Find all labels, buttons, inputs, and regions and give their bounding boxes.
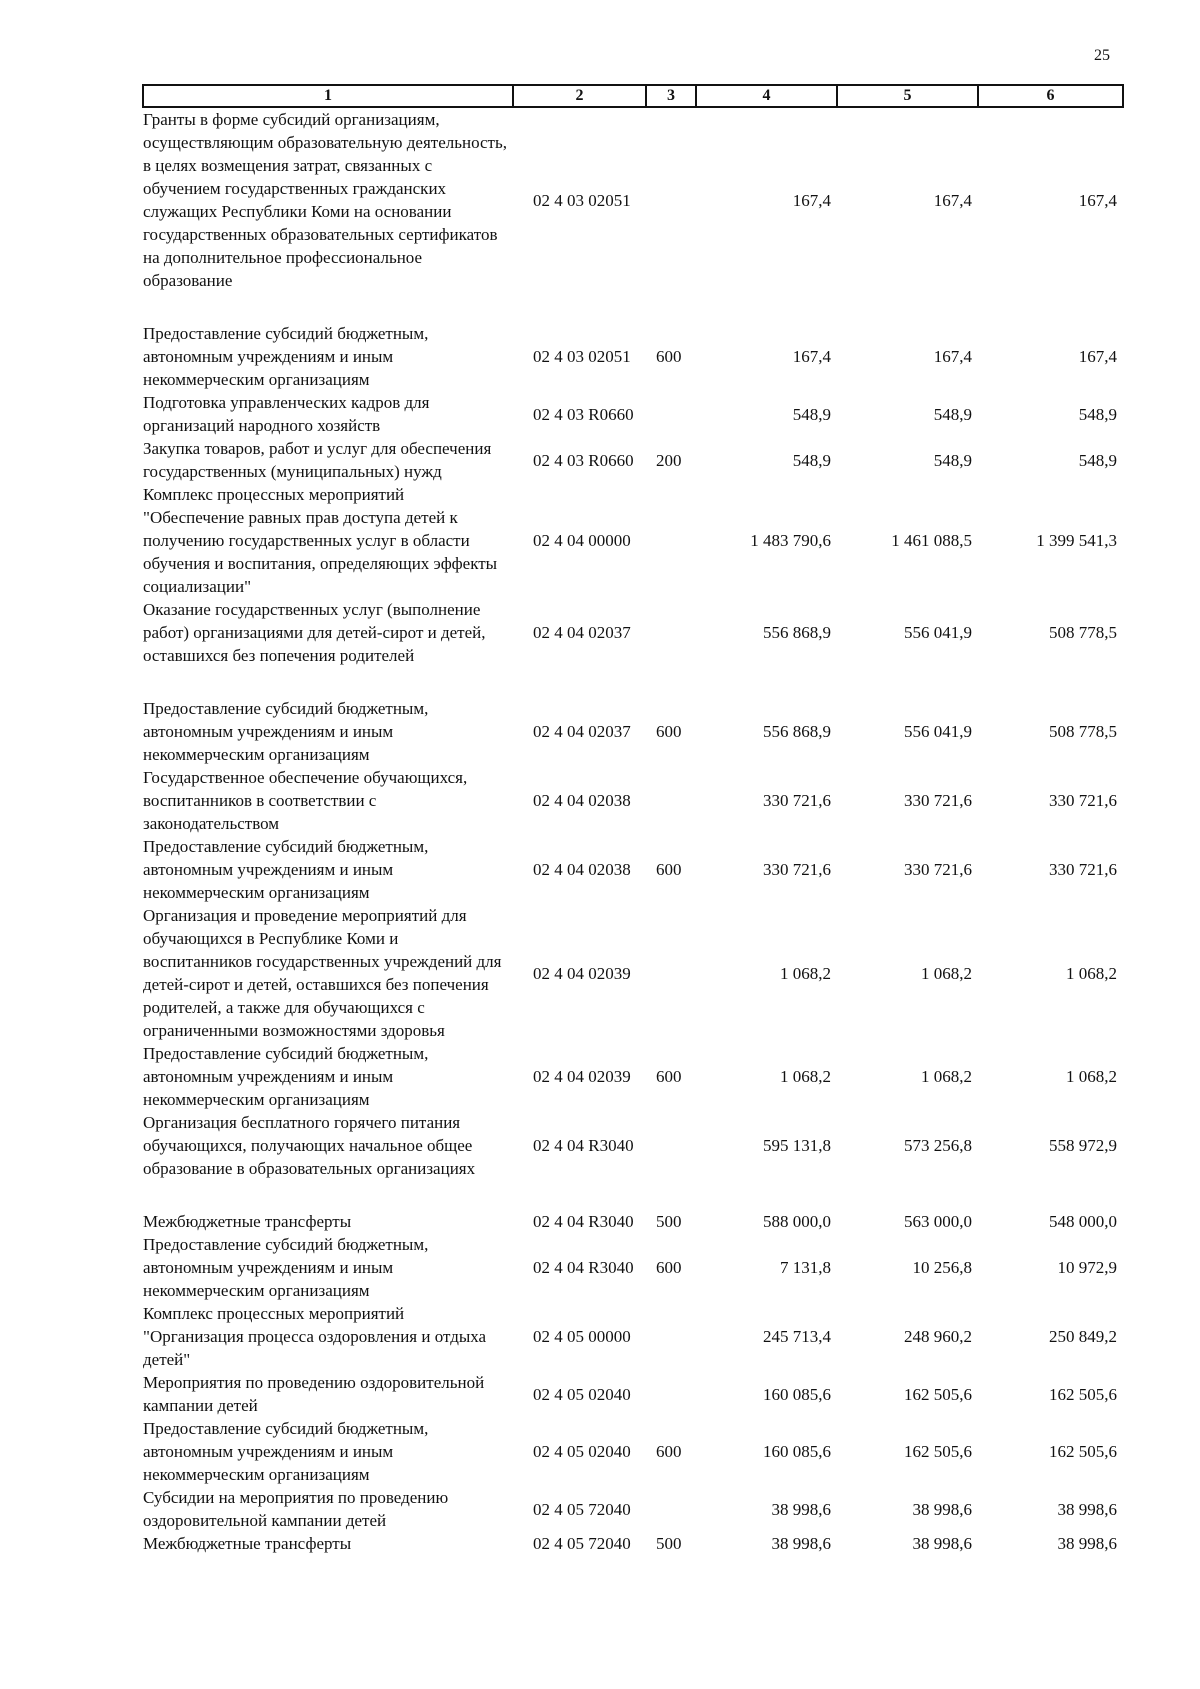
table-row xyxy=(143,391,1123,437)
table-row xyxy=(143,1302,1123,1371)
row-expense-type xyxy=(646,1486,696,1532)
table-row xyxy=(143,1532,1123,1555)
row-code: 02 4 04 02037 xyxy=(533,722,631,741)
column-header: 1 xyxy=(143,85,513,107)
row-name: Предоставление субсидий бюджетным, автономным учреждениям и иным некоммерческим организациям xyxy=(143,324,429,389)
row-code: 02 4 04 R3040 xyxy=(533,1212,634,1231)
row-value-4: 1 068,2 xyxy=(780,1067,831,1086)
row-value-5: 330 721,6 xyxy=(904,791,972,810)
row-code: 02 4 03 02051 xyxy=(533,347,631,366)
row-expense-type: 200 xyxy=(656,450,682,470)
row-code: 02 4 04 02039 xyxy=(533,1067,631,1086)
row-code: 02 4 05 00000 xyxy=(533,1327,631,1346)
row-code: 02 4 04 02037 xyxy=(533,623,631,642)
row-code: 02 4 04 02038 xyxy=(533,860,631,879)
row-value-5: 1 461 088,5 xyxy=(891,531,972,550)
row-value-5: 248 960,2 xyxy=(904,1327,972,1346)
budget-table xyxy=(142,84,1124,1555)
row-code: 02 4 05 02040 xyxy=(533,1442,631,1461)
row-expense-type: 600 xyxy=(656,1067,682,1086)
row-value-4: 330 721,6 xyxy=(763,860,831,879)
table-row xyxy=(143,1486,1123,1532)
row-value-6: 1 399 541,3 xyxy=(1036,531,1117,550)
row-value-5: 556 041,9 xyxy=(904,722,972,741)
column-header: 6 xyxy=(978,85,1123,107)
row-code: 02 4 03 R0660 xyxy=(533,450,634,470)
row-value-6: 548,9 xyxy=(1078,404,1117,424)
row-name: Предоставление субсидий бюджетным, автономным учреждениям и иным некоммерческим организациям xyxy=(143,1419,429,1484)
row-expense-type xyxy=(646,483,696,598)
table-row xyxy=(143,598,1123,697)
row-value-6: 508 778,5 xyxy=(1049,722,1117,741)
row-name: Организация и проведение мероприятий для обучающихся в Республике Коми и воспитанников государственных учреждений для детей-сирот и детей, оставшихся без попечения родителей, а также для обучающихся с ограниченными возможностями здоровья xyxy=(143,906,502,1040)
row-value-5: 548,9 xyxy=(933,404,972,424)
row-value-4: 38 998,6 xyxy=(771,1499,831,1519)
row-value-6: 38 998,6 xyxy=(1057,1499,1117,1519)
row-value-5: 330 721,6 xyxy=(904,860,972,879)
row-code: 02 4 04 00000 xyxy=(533,531,631,550)
row-value-6: 548 000,0 xyxy=(1049,1212,1117,1231)
page-number: 25 xyxy=(1094,47,1110,64)
row-value-4: 160 085,6 xyxy=(763,1384,831,1404)
row-value-5: 1 068,2 xyxy=(921,1067,972,1086)
row-value-6: 508 778,5 xyxy=(1049,623,1117,642)
row-code: 02 4 05 72040 xyxy=(533,1499,631,1519)
row-value-5: 548,9 xyxy=(933,450,972,470)
table-row xyxy=(143,1210,1123,1233)
row-expense-type xyxy=(646,391,696,437)
header-row xyxy=(143,85,1123,107)
row-value-4: 556 868,9 xyxy=(763,722,831,741)
table-row xyxy=(143,1042,1123,1111)
row-expense-type xyxy=(646,1111,696,1210)
row-value-5: 10 256,8 xyxy=(912,1258,972,1277)
row-value-6: 330 721,6 xyxy=(1049,860,1117,879)
table-row xyxy=(143,697,1123,766)
row-code: 02 4 03 02051 xyxy=(533,190,631,210)
row-name: Мероприятия по проведению оздоровительной кампании детей xyxy=(143,1373,485,1415)
row-value-5: 556 041,9 xyxy=(904,623,972,642)
row-name: Межбюджетные трансферты xyxy=(143,1212,352,1231)
row-value-4: 556 868,9 xyxy=(763,623,831,642)
row-expense-type: 500 xyxy=(656,1534,682,1553)
row-value-5: 162 505,6 xyxy=(904,1384,972,1404)
table-row xyxy=(143,835,1123,904)
row-value-6: 330 721,6 xyxy=(1049,791,1117,810)
row-value-4: 595 131,8 xyxy=(763,1136,831,1155)
table-row xyxy=(143,322,1123,391)
row-code: 02 4 05 72040 xyxy=(533,1534,631,1553)
row-value-5: 167,4 xyxy=(933,347,972,366)
row-name: Предоставление субсидий бюджетным, автономным учреждениям и иным некоммерческим организациям xyxy=(143,837,429,902)
row-value-4: 330 721,6 xyxy=(763,791,831,810)
row-name: Гранты в форме субсидий организациям, осуществляющим образовательную деятельность, в целях возмещения затрат, связанных с обучением государственных гражданских служащих Республики Коми на основании государственных образовательных сертификатов на дополнительное профессиональное образование xyxy=(143,110,507,290)
row-value-4: 548,9 xyxy=(792,450,831,470)
row-value-5: 563 000,0 xyxy=(904,1212,972,1231)
row-expense-type xyxy=(646,904,696,1042)
row-value-6: 1 068,2 xyxy=(1066,963,1117,983)
row-name: Государственное обеспечение обучающихся, воспитанников в соответствии с законодательством xyxy=(143,768,468,833)
row-value-6: 1 068,2 xyxy=(1066,1067,1117,1086)
row-value-6: 162 505,6 xyxy=(1049,1442,1117,1461)
table-header xyxy=(143,85,1123,107)
column-header: 5 xyxy=(837,85,978,107)
row-expense-type xyxy=(646,107,696,322)
row-value-6: 167,4 xyxy=(1078,190,1117,210)
table-body xyxy=(143,107,1123,1555)
row-expense-type xyxy=(646,766,696,835)
row-value-4: 1 068,2 xyxy=(780,963,831,983)
row-value-6: 558 972,9 xyxy=(1049,1136,1117,1155)
row-code: 02 4 04 R3040 xyxy=(533,1258,634,1277)
row-value-4: 1 483 790,6 xyxy=(750,531,831,550)
row-expense-type: 600 xyxy=(656,1442,682,1461)
row-expense-type: 600 xyxy=(656,1258,682,1277)
column-header: 3 xyxy=(646,85,696,107)
row-name: Предоставление субсидий бюджетным, автономным учреждениям и иным некоммерческим организациям xyxy=(143,699,429,764)
row-name: Оказание государственных услуг (выполнение работ) организациями для детей-сирот и детей, оставшихся без попечения родителей xyxy=(143,600,486,665)
row-value-4: 160 085,6 xyxy=(763,1442,831,1461)
table-row xyxy=(143,1371,1123,1417)
table-row xyxy=(143,1417,1123,1486)
row-expense-type: 600 xyxy=(656,347,682,366)
row-value-4: 167,4 xyxy=(792,190,831,210)
row-name: Организация бесплатного горячего питания обучающихся, получающих начальное общее образование в образовательных организациях xyxy=(143,1113,476,1178)
table-row xyxy=(143,483,1123,598)
row-name: Межбюджетные трансферты xyxy=(143,1534,352,1553)
column-header: 2 xyxy=(513,85,646,107)
row-value-6: 162 505,6 xyxy=(1049,1384,1117,1404)
row-code: 02 4 04 R3040 xyxy=(533,1136,634,1155)
row-name: Предоставление субсидий бюджетным, автономным учреждениям и иным некоммерческим организациям xyxy=(143,1044,429,1109)
table-row xyxy=(143,1111,1123,1210)
row-name: Предоставление субсидий бюджетным, автономным учреждениям и иным некоммерческим организациям xyxy=(143,1235,429,1300)
row-code: 02 4 04 02038 xyxy=(533,791,631,810)
row-expense-type xyxy=(646,598,696,697)
table-row xyxy=(143,766,1123,835)
row-value-5: 38 998,6 xyxy=(912,1534,972,1553)
row-value-6: 38 998,6 xyxy=(1057,1534,1117,1553)
row-value-5: 1 068,2 xyxy=(921,963,972,983)
row-value-6: 167,4 xyxy=(1078,347,1117,366)
row-value-5: 573 256,8 xyxy=(904,1136,972,1155)
row-value-4: 245 713,4 xyxy=(763,1327,831,1346)
row-expense-type xyxy=(646,1371,696,1417)
row-value-4: 588 000,0 xyxy=(763,1212,831,1231)
row-value-4: 7 131,8 xyxy=(780,1258,831,1277)
row-name: Закупка товаров, работ и услуг для обеспечения государственных (муниципальных) нужд xyxy=(143,439,492,481)
row-expense-type: 600 xyxy=(656,860,682,879)
table-row xyxy=(143,904,1123,1042)
row-value-5: 167,4 xyxy=(933,190,972,210)
row-expense-type xyxy=(646,1302,696,1371)
row-value-6: 10 972,9 xyxy=(1057,1258,1117,1277)
column-header: 4 xyxy=(696,85,837,107)
row-value-6: 250 849,2 xyxy=(1049,1327,1117,1346)
row-value-4: 548,9 xyxy=(792,404,831,424)
row-code: 02 4 03 R0660 xyxy=(533,404,634,424)
row-value-5: 162 505,6 xyxy=(904,1442,972,1461)
table-row xyxy=(143,1233,1123,1302)
row-expense-type: 500 xyxy=(656,1212,682,1231)
table-row xyxy=(143,107,1123,322)
row-name: Комплекс процессных мероприятий "Организация процесса оздоровления и отдыха детей" xyxy=(143,1304,487,1369)
row-name: Субсидии на мероприятия по проведению оздоровительной кампании детей xyxy=(143,1488,449,1530)
row-value-5: 38 998,6 xyxy=(912,1499,972,1519)
row-code: 02 4 04 02039 xyxy=(533,963,631,983)
table-row xyxy=(143,437,1123,483)
row-value-4: 167,4 xyxy=(792,347,831,366)
row-expense-type: 600 xyxy=(656,722,682,741)
row-value-4: 38 998,6 xyxy=(771,1534,831,1553)
row-value-6: 548,9 xyxy=(1078,450,1117,470)
row-name: Комплекс процессных мероприятий "Обеспечение равных прав доступа детей к получению государственных услуг в области обучения и воспитания, определяющих эффекты социализации" xyxy=(143,485,498,596)
row-name: Подготовка управленческих кадров для организаций народного хозяйств xyxy=(143,393,430,435)
row-code: 02 4 05 02040 xyxy=(533,1384,631,1404)
